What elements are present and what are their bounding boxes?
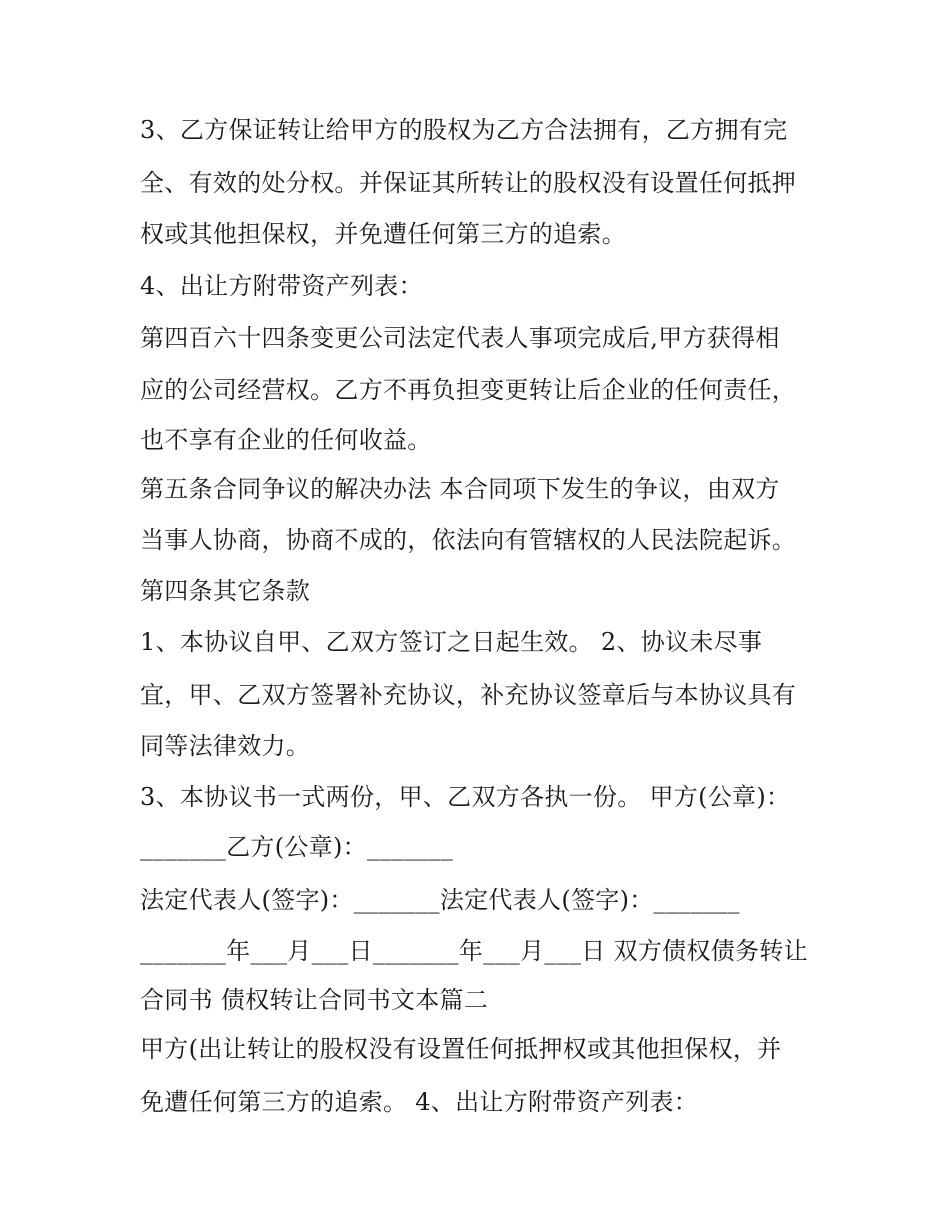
section-heading: 第四条其它条款	[140, 577, 311, 605]
paragraph-line: 同等法律效力。	[140, 732, 311, 760]
paragraph-line: 第四百六十四条变更公司法定代表人事项完成后,甲方获得相	[140, 324, 780, 352]
paragraph-line: 3、本协议书一式两份，甲、乙双方各执一份。 甲方(公章)：	[140, 783, 791, 811]
signature-line: 法定代表人(签字)：_______法定代表人(签字)：_______	[140, 886, 740, 914]
paragraph-line: 当事人协商，协商不成的，依法向有管辖权的人民法院起诉。	[140, 526, 797, 554]
paragraph-line: 全、有效的处分权。并保证其所转让的股权没有设置任何抵押	[140, 169, 797, 197]
paragraph-line: 免遭任何第三方的追索。 4、出让方附带资产列表：	[140, 1088, 699, 1116]
paragraph-line: 宜，甲、乙双方签署补充协议，补充协议签章后与本协议具有	[140, 681, 797, 709]
paragraph-line: 合同书 债权转让合同书文本篇二	[140, 986, 489, 1014]
paragraph-line: 3、乙方保证转让给甲方的股权为乙方合法拥有，乙方拥有完	[140, 116, 788, 144]
paragraph-line: 4、出让方附带资产列表：	[140, 272, 423, 300]
paragraph-line: 应的公司经营权。乙方不再负担变更转让后企业的任何责任，	[140, 376, 797, 404]
paragraph-line: 甲方(出让转让的股权没有设置任何抵押权或其他担保权，并	[140, 1035, 782, 1063]
paragraph-line: 1、本协议自甲、乙双方签订之日起生效。 2、协议未尽事	[140, 628, 763, 656]
date-line: _______年___月___日_______年___月___日 双方债权债务转让	[140, 937, 808, 965]
paragraph-line: 权或其他担保权，并免遭任何第三方的追索。	[140, 220, 626, 248]
signature-line: _______乙方(公章)：_______	[140, 833, 454, 861]
paragraph-line: 也不享有企业的任何收益。	[140, 426, 432, 454]
paragraph-line: 第五条合同争议的解决办法 本合同项下发生的争议，由双方	[140, 475, 780, 503]
